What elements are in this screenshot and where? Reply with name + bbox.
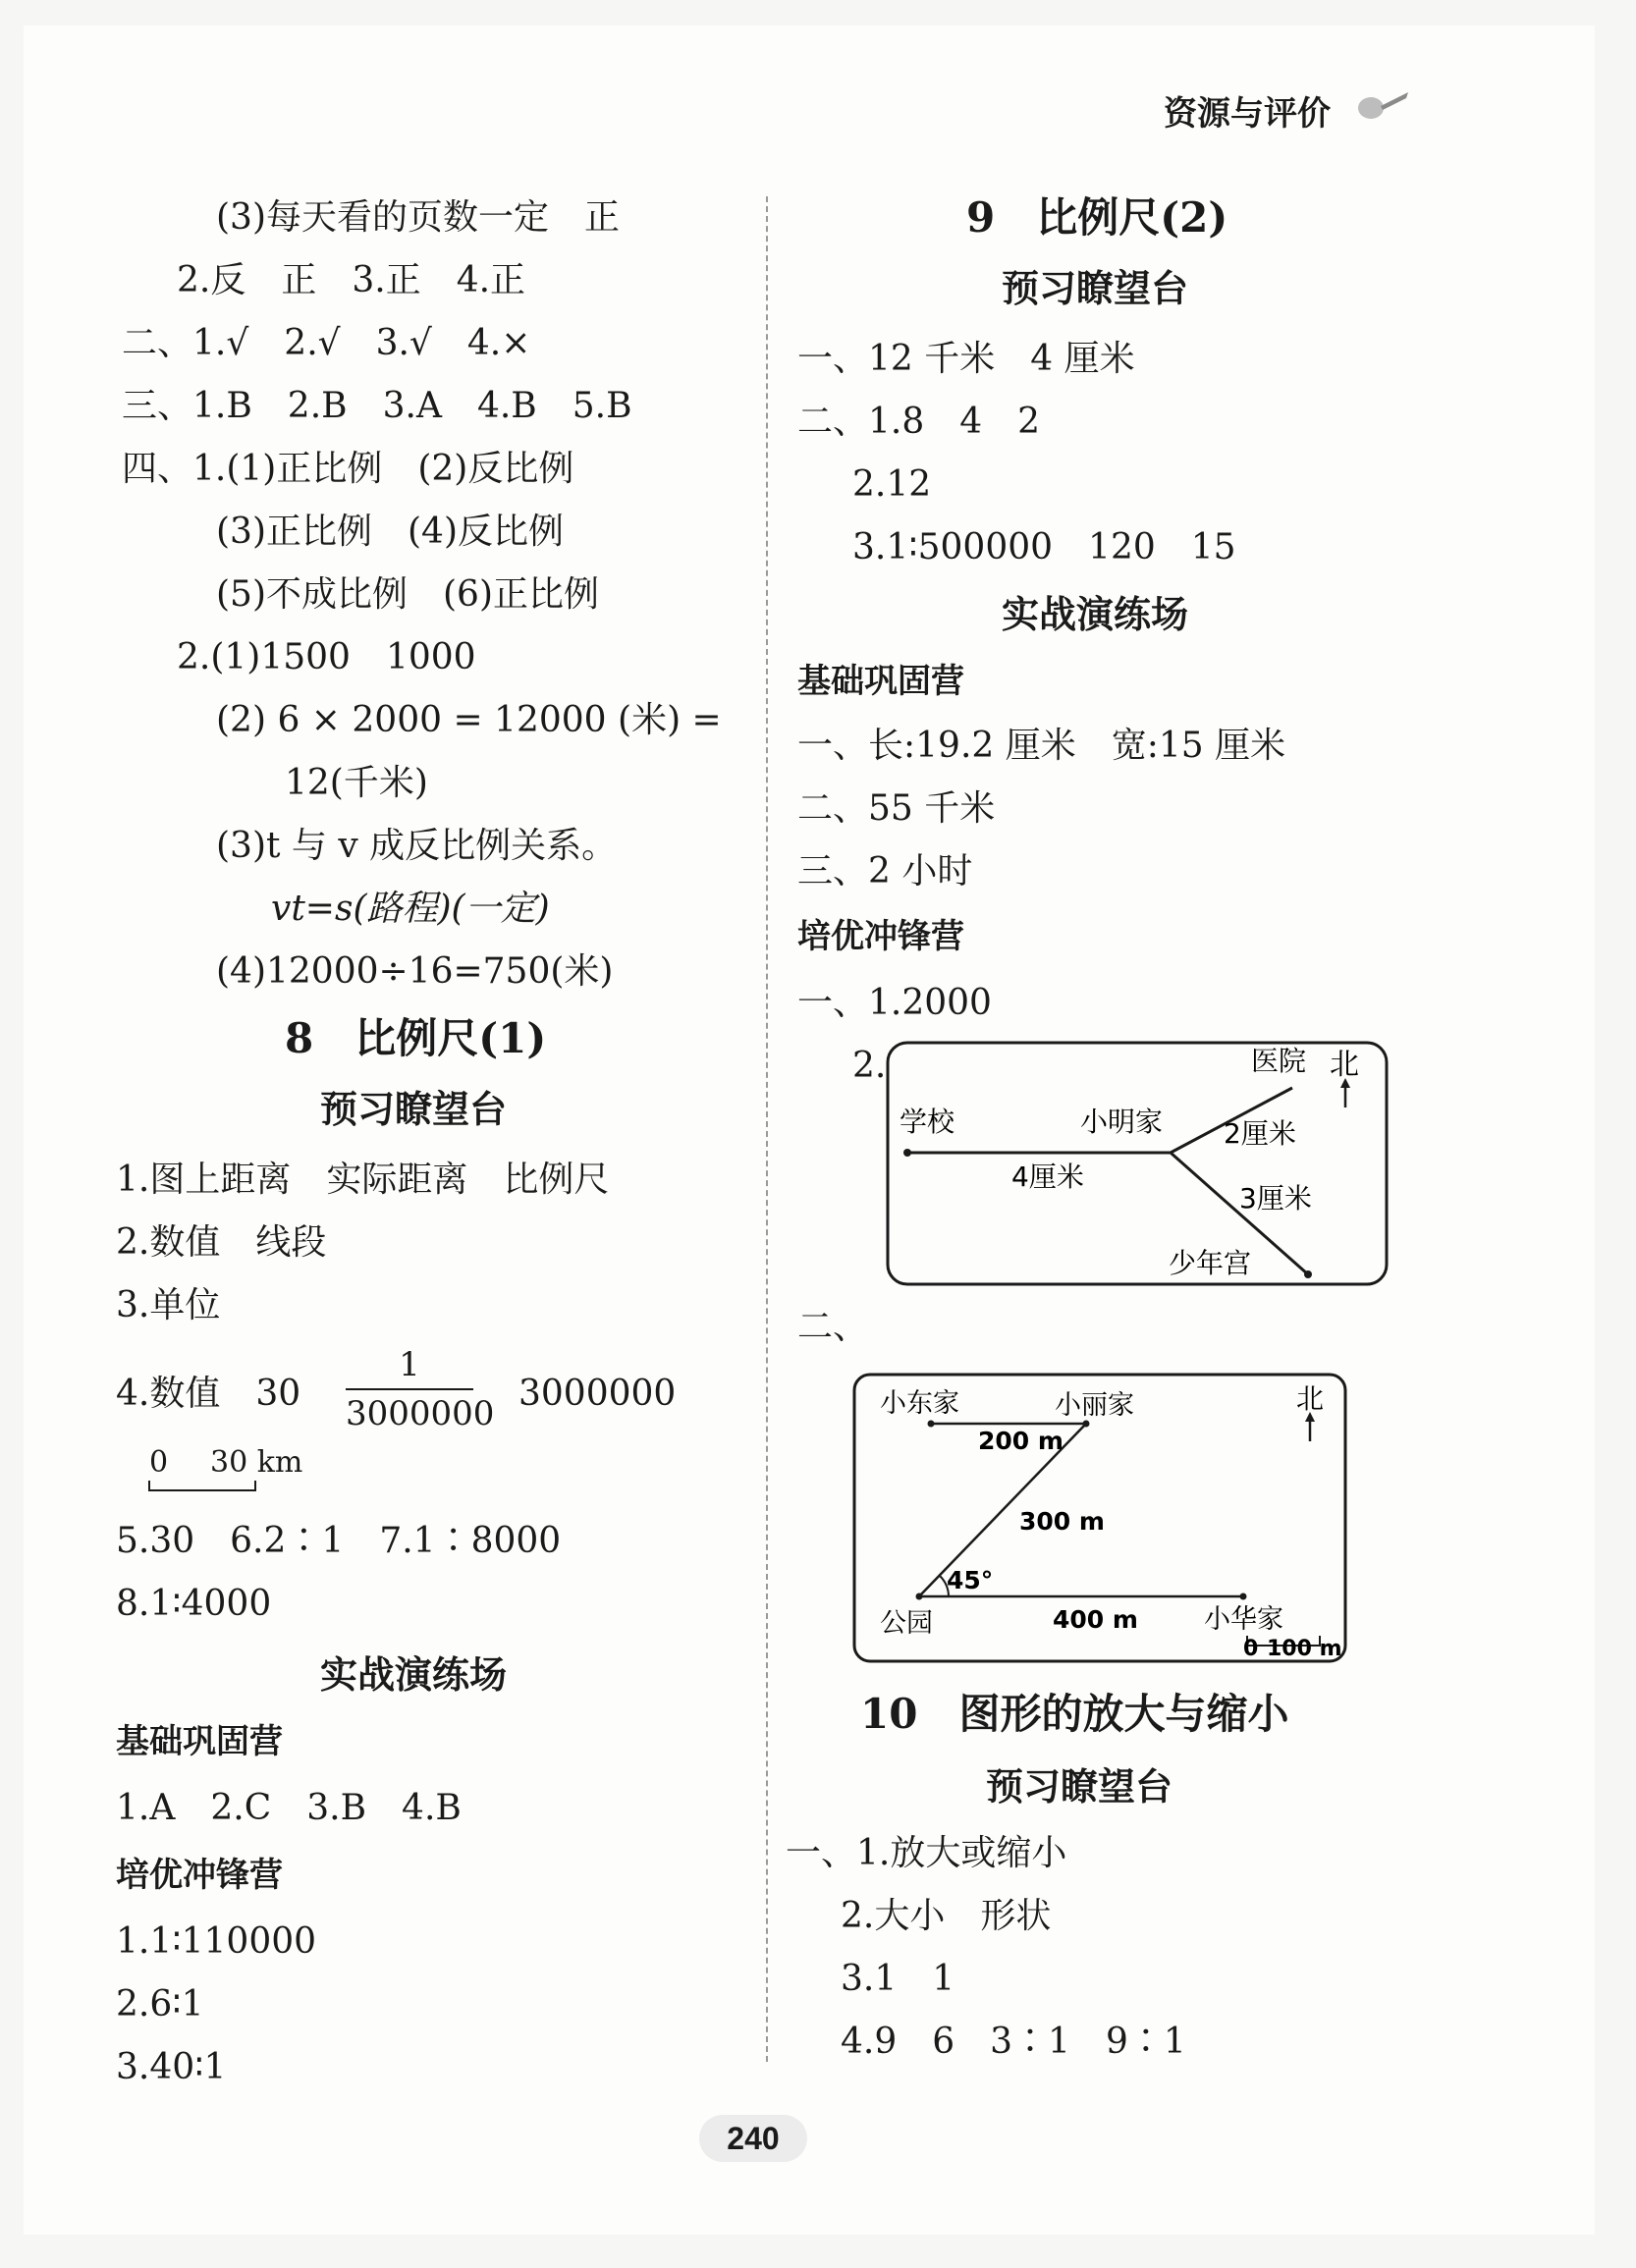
answer-line: 一、1.放大或缩小 <box>786 1833 1067 1873</box>
answer-line: (3)每天看的页数一定 正 <box>216 197 620 238</box>
li-home-point <box>1083 1421 1090 1428</box>
label-hospital: 医院 <box>1251 1045 1307 1077</box>
map-frame <box>888 1043 1387 1284</box>
route-map-1 <box>884 1039 1394 1292</box>
basic-heading: 基础巩固营 <box>797 662 964 701</box>
answer-line: 二、55 千米 <box>797 788 996 829</box>
section-8-practice-heading: 实战演练场 <box>320 1653 508 1697</box>
answer-line: 一、长:19.2 厘米 宽:15 厘米 <box>797 726 1286 766</box>
answer-line: 2.(1)1500 1000 <box>177 637 476 677</box>
scale-label: 100 m <box>1267 1637 1342 1661</box>
answer-line: 3.40∶1 <box>116 2047 227 2087</box>
section-10-preview-heading: 预习瞭望台 <box>986 1765 1173 1809</box>
label-north: 北 <box>1330 1048 1359 1082</box>
answer-line: (2) 6 × 2000 = 12000 (米) = <box>216 700 722 740</box>
answer-line: 4.9 6 3∶1 9∶1 <box>841 2022 1186 2062</box>
label-palace: 少年宫 <box>1169 1247 1252 1279</box>
answer-line: 2.大小 形状 <box>841 1896 1052 1936</box>
section-10-title: 10 图形的放大与缩小 <box>860 1690 1289 1738</box>
fraction-bar <box>346 1388 473 1390</box>
label-distance-2cm: 2厘米 <box>1224 1117 1296 1150</box>
section-8-title: 8 比例尺(1) <box>285 1014 547 1062</box>
answer-line: (3)t 与 v 成反比例关系。 <box>216 826 618 866</box>
answer-line: 二、1.8 4 2 <box>797 402 1041 442</box>
label-north: 北 <box>1296 1382 1325 1415</box>
section-9-practice-heading: 实战演练场 <box>1002 593 1189 636</box>
palace-point <box>1304 1270 1312 1278</box>
park-point <box>916 1593 923 1600</box>
column-divider <box>766 196 768 2062</box>
advanced-heading: 培优冲锋营 <box>116 1856 283 1895</box>
answer-line: 三、1.B 2.B 3.A 4.B 5.B <box>122 386 632 426</box>
answer-line: 2.12 <box>852 464 932 505</box>
answer-line: 1.1∶110000 <box>116 1921 317 1962</box>
scale-zero: 0 <box>1243 1637 1259 1661</box>
answer-line: vt=s(路程)(一定) <box>271 889 550 929</box>
answer-line: 3.1 1 <box>841 1959 955 1999</box>
label-angle: 45° <box>947 1566 994 1594</box>
fraction-denominator: 3000000 <box>346 1394 495 1433</box>
answer-line: 2.数值 线段 <box>116 1222 327 1263</box>
school-point <box>903 1149 911 1157</box>
section-9-title: 9 比例尺(2) <box>966 193 1228 242</box>
label-east-home: 小东家 <box>880 1388 959 1419</box>
page-number: 240 <box>699 2115 807 2162</box>
answer-line: 3000000 <box>518 1374 677 1414</box>
east-home-point <box>928 1421 935 1428</box>
answer-line: 3.1∶500000 120 15 <box>852 527 1236 567</box>
answer-line: 1.图上距离 实际距离 比例尺 <box>116 1160 610 1200</box>
route-map-2 <box>850 1371 1355 1669</box>
label-park: 公园 <box>880 1608 933 1639</box>
fraction <box>346 1345 495 1433</box>
label-hua-home: 小华家 <box>1204 1604 1283 1635</box>
answer-line: 二、 <box>797 1307 869 1347</box>
answer-line: 5.30 6.2∶1 7.1∶8000 <box>116 1521 562 1561</box>
label-distance-300m: 300 m <box>1019 1507 1105 1536</box>
hua-home-point <box>1240 1593 1247 1600</box>
advanced-heading: 培优冲锋营 <box>797 917 964 956</box>
answer-line: 一、12 千米 4 厘米 <box>797 339 1135 379</box>
scale-zero: 0 <box>149 1445 169 1480</box>
answer-line: 1.A 2.C 3.B 4.B <box>116 1788 462 1828</box>
fraction-numerator: 1 <box>399 1345 420 1384</box>
label-distance-3cm: 3厘米 <box>1239 1182 1312 1215</box>
answer-line: (4)12000÷16=750(米) <box>216 951 614 992</box>
answer-line: 12(千米) <box>285 763 428 803</box>
basic-heading: 基础巩固营 <box>116 1722 283 1761</box>
label-distance-4cm: 4厘米 <box>1011 1161 1084 1193</box>
section-8-preview-heading: 预习瞭望台 <box>320 1088 508 1131</box>
answer-line: (5)不成比例 (6)正比例 <box>216 574 599 615</box>
answer-line: 2.反 正 3.正 4.正 <box>177 260 526 300</box>
answer-line: (3)正比例 (4)反比例 <box>216 512 564 552</box>
header-title: 资源与评价 <box>1164 94 1331 134</box>
section-9-preview-heading: 预习瞭望台 <box>1002 267 1189 310</box>
answer-line: 2.6∶1 <box>116 1984 204 2025</box>
label-distance-400m: 400 m <box>1053 1605 1138 1634</box>
answer-line: 三、2 小时 <box>797 851 973 891</box>
label-li-home: 小丽家 <box>1055 1390 1134 1421</box>
scale-bar <box>147 1479 265 1498</box>
answer-line: 二、1.√ 2.√ 3.√ 4.× <box>122 323 531 363</box>
answer-line: 四、1.(1)正比例 (2)反比例 <box>122 449 574 489</box>
pencil-icon <box>1353 88 1412 122</box>
answer-line: 3.单位 <box>116 1285 221 1325</box>
answer-line: 4.数值 30 <box>116 1374 301 1414</box>
label-school: 学校 <box>900 1106 955 1138</box>
answer-line: 2. <box>852 1046 887 1086</box>
scale-label: 30 km <box>210 1445 303 1480</box>
label-home: 小明家 <box>1080 1106 1164 1138</box>
answer-line: 8.1∶4000 <box>116 1584 272 1624</box>
label-distance-200m: 200 m <box>978 1427 1063 1455</box>
answer-line: 一、1.2000 <box>797 983 992 1023</box>
